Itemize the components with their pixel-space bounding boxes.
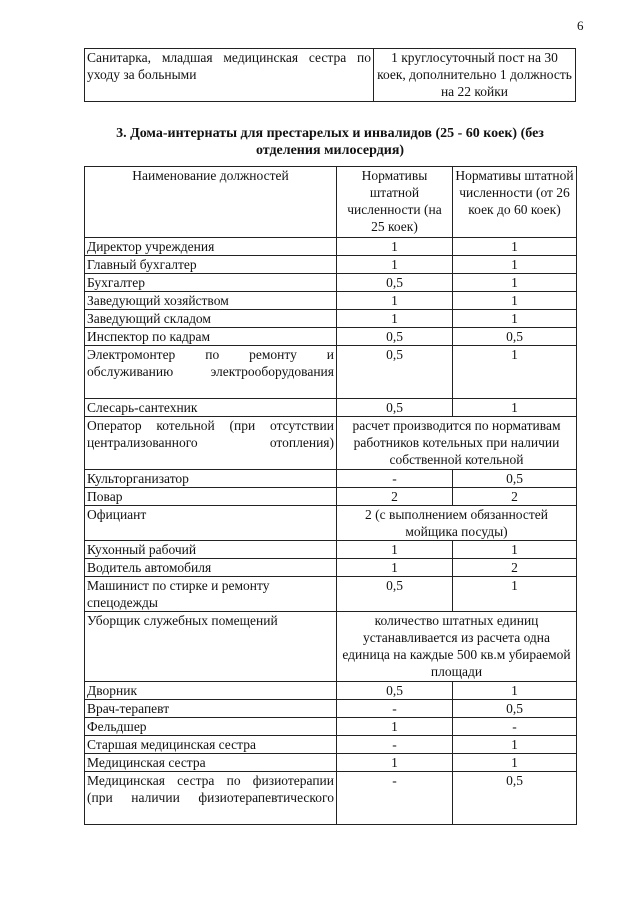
- norm-26-60-cell: 1: [453, 310, 577, 328]
- norm-25-cell: 1: [337, 718, 453, 736]
- norm-26-60-cell: 1: [453, 346, 577, 399]
- table-row: [85, 541, 577, 559]
- norm-25-cell: 2: [337, 488, 453, 506]
- norm-25-cell: -: [337, 772, 453, 825]
- norm-25-cell: -: [337, 736, 453, 754]
- position-cell: Оператор котельной (при отсутствии централизованного отопления): [85, 417, 337, 470]
- table-row: [85, 292, 577, 310]
- page-number: 6: [577, 18, 584, 33]
- table-row: [85, 310, 577, 328]
- position-cell: Дворник: [85, 682, 337, 700]
- norm-25-cell: 1: [337, 310, 453, 328]
- norm-26-60-cell: 0,5: [453, 328, 577, 346]
- table-row: [85, 682, 577, 700]
- position-cell: Водитель автомобиля: [85, 559, 337, 577]
- norm-25-cell: 0,5: [337, 328, 453, 346]
- merged-norm-cell: количество штатных единиц устанавливается из расчета одна единица на каждые 500 кв.м убираемой площади: [337, 612, 577, 682]
- table-row: [85, 256, 577, 274]
- position-cell: Заведующий хозяйством: [85, 292, 337, 310]
- continued-staffing-table: [84, 48, 576, 102]
- table-row: [85, 274, 577, 292]
- norm-25-cell: 1: [337, 292, 453, 310]
- table-row: [85, 488, 577, 506]
- norm-26-60-cell: 1: [453, 577, 577, 612]
- table-row: [85, 736, 577, 754]
- position-cell: Слесарь-сантехник: [85, 399, 337, 417]
- norm-26-60-cell: 2: [453, 559, 577, 577]
- table-row: [85, 772, 577, 825]
- norm-25-cell: -: [337, 700, 453, 718]
- position-cell: Уборщик служебных помещений: [85, 612, 337, 682]
- norm-26-60-cell: -: [453, 718, 577, 736]
- table-row: [85, 718, 577, 736]
- position-cell: Главный бухгалтер: [85, 256, 337, 274]
- position-cell: Санитарка, младшая медицинская сестра по уходу за больными: [85, 49, 374, 102]
- norm-25-cell: 1: [337, 754, 453, 772]
- norm-25-cell: 1: [337, 541, 453, 559]
- position-cell: Врач-терапевт: [85, 700, 337, 718]
- table-row: [85, 49, 576, 102]
- header-norm-26-60: Нормативы штатной численности (от 26 коек до 60 коек): [453, 167, 577, 238]
- table-row: [85, 417, 577, 470]
- table-row: [85, 346, 577, 399]
- table-row: [85, 328, 577, 346]
- norm-25-cell: -: [337, 470, 453, 488]
- table-row: [85, 754, 577, 772]
- norm-26-60-cell: 0,5: [453, 772, 577, 825]
- position-cell: Старшая медицинская сестра: [85, 736, 337, 754]
- norm-25-cell: 0,5: [337, 682, 453, 700]
- norm-25-cell: 1: [337, 559, 453, 577]
- position-cell: Бухгалтер: [85, 274, 337, 292]
- position-cell: Медицинская сестра по физиотерапии (при наличии физиотерапевтического: [85, 772, 337, 825]
- staffing-norms-table: [84, 166, 577, 825]
- table-body: [85, 238, 577, 825]
- table-row: [85, 238, 577, 256]
- position-cell: Директор учреждения: [85, 238, 337, 256]
- norm-25-cell: 0,5: [337, 399, 453, 417]
- norm-26-60-cell: 0,5: [453, 470, 577, 488]
- norm-25-cell: 1: [337, 238, 453, 256]
- header-row: [85, 167, 577, 238]
- position-cell: Заведующий складом: [85, 310, 337, 328]
- header-norm-25: Нормативы штатной численности (на 25 коек): [337, 167, 453, 238]
- table-row: [85, 399, 577, 417]
- norm-26-60-cell: 1: [453, 736, 577, 754]
- norm-26-60-cell: 1: [453, 399, 577, 417]
- position-cell: Культорганизатор: [85, 470, 337, 488]
- norm-26-60-cell: 0,5: [453, 700, 577, 718]
- norm-26-60-cell: 1: [453, 238, 577, 256]
- position-cell: Медицинская сестра: [85, 754, 337, 772]
- norm-26-60-cell: 1: [453, 541, 577, 559]
- position-cell: Фельдшер: [85, 718, 337, 736]
- norm-26-60-cell: 2: [453, 488, 577, 506]
- norm-25-cell: 1: [337, 256, 453, 274]
- norm-25-cell: 0,5: [337, 577, 453, 612]
- norm-25-cell: 0,5: [337, 274, 453, 292]
- merged-norm-cell: расчет производится по нормативам работников котельных при наличии собственной котельной: [337, 417, 577, 470]
- table-row: [85, 559, 577, 577]
- position-cell: Электромонтер по ремонту и обслуживанию электрооборудования: [85, 346, 337, 399]
- norm-25-cell: 0,5: [337, 346, 453, 399]
- position-cell: Инспектор по кадрам: [85, 328, 337, 346]
- section-title: 3. Дома-интернаты для престарелых и инвалидов (25 - 60 коек) (без отделения милосердия): [116, 126, 544, 158]
- table-row: [85, 470, 577, 488]
- norm-cell: 1 круглосуточный пост на 30 коек, дополнительно 1 должность на 22 койки: [374, 49, 576, 102]
- position-cell: Повар: [85, 488, 337, 506]
- table-row: [85, 612, 577, 682]
- header-position: Наименование должностей: [85, 167, 337, 238]
- norm-26-60-cell: 1: [453, 682, 577, 700]
- norm-26-60-cell: 1: [453, 754, 577, 772]
- norm-26-60-cell: 1: [453, 256, 577, 274]
- position-cell: Машинист по стирке и ремонту спецодежды: [85, 577, 337, 612]
- position-cell: Официант: [85, 506, 337, 541]
- position-cell: Кухонный рабочий: [85, 541, 337, 559]
- norm-26-60-cell: 1: [453, 292, 577, 310]
- merged-norm-cell: 2 (с выполнением обязанностей мойщика посуды): [337, 506, 577, 541]
- table-row: [85, 577, 577, 612]
- table-row: [85, 506, 577, 541]
- norm-26-60-cell: 1: [453, 274, 577, 292]
- table-row: [85, 700, 577, 718]
